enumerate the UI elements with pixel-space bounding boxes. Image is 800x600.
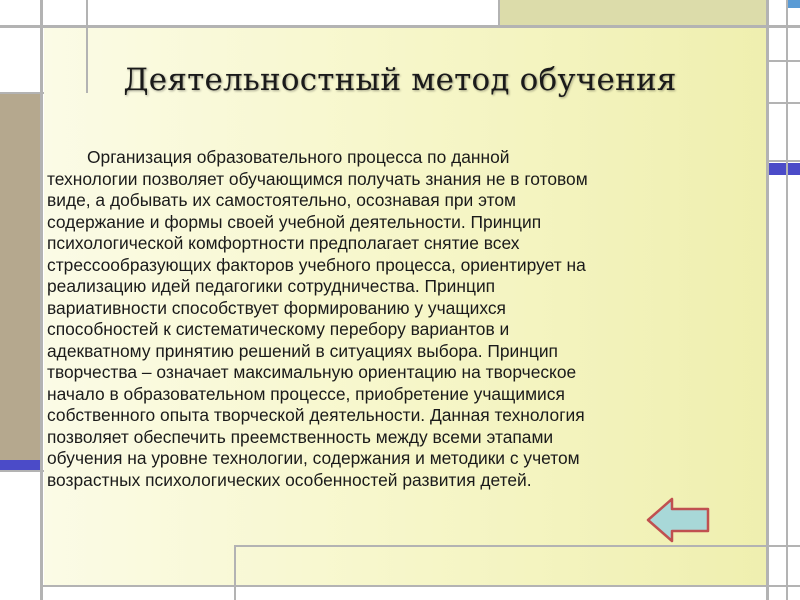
left-arrow-icon [646, 496, 712, 544]
grid-line-v-766 [766, 0, 769, 600]
deco-purple-stripe [0, 460, 40, 470]
grid-line-h-585 [40, 585, 800, 587]
grid-line-v-500 [498, 0, 500, 27]
back-button[interactable] [646, 496, 712, 549]
grid-line-v-234 [234, 545, 236, 600]
deco-tan-column [0, 93, 40, 460]
grid-line-v-786 [786, 0, 788, 600]
body-paragraph: Организация образовательного процесса по данной технологии позволяет обучающимся получать знания не в готовом виде, а добывать их самостоятельно, осознавая при этом содержание и формы своей учебной деятельности. Принцип психологической комфортности предполагает снятие всех стрессообразующих факторов учебного процесса, ориентирует на реализацию идей педагогики сотрудничества. Принцип вариативности способствует формированию у учащихся способностей к систематическому перебору вариантов и адекватному принятию решений в ситуациях выбора. Принцип творчества – означает максимальную ориентацию на творческое начало в образовательном процессе, приобретение учащимися собственного опыта творческой деятельности. Данная технология позволяет обеспечить преемственность между всеми этапами обучения на уровне технологии, содержания и методики с учетом возрастных психологических особенностей развития детей. [47, 147, 588, 490]
slide-title: Деятельностный метод обучения [123, 62, 677, 98]
grid-line-h-right-3 [766, 160, 800, 162]
grid-line-h-93 [0, 92, 44, 94]
deco-corner-square [786, 0, 800, 8]
grid-line-h-right-1 [766, 60, 800, 62]
deco-khaki-block [500, 0, 766, 27]
grid-line-h-top [0, 25, 800, 28]
grid-line-h-right-2 [766, 102, 800, 104]
deco-right-purple [766, 163, 800, 175]
grid-line-h-470 [0, 470, 44, 472]
grid-line-h-545 [234, 545, 800, 547]
